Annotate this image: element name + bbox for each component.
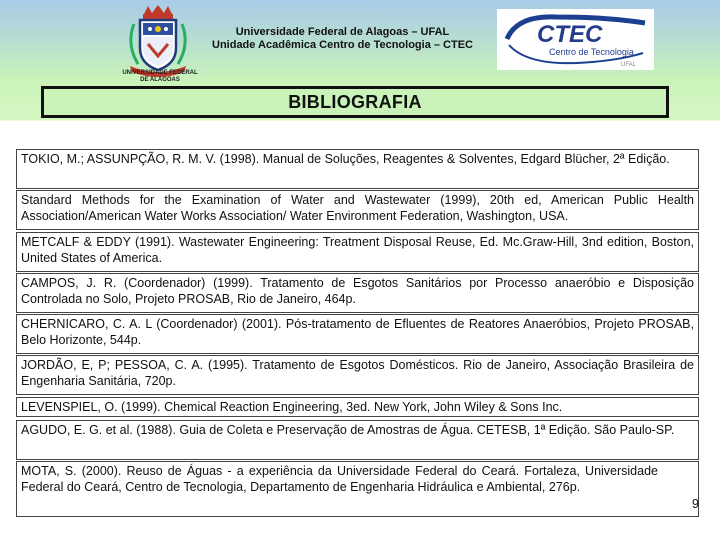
ctec-logo-text: CTEC	[537, 21, 603, 48]
reference-item: AGUDO, E. G. et al. (1988). Guia de Coleta e Preservação de Amostras de Água. CETESB, 1ª Edição. São Paulo-SP.	[16, 420, 699, 460]
ctec-logo-ufal: UFAL	[621, 62, 637, 68]
university-line: Universidade Federal de Alagoas – UFAL	[235, 26, 450, 38]
reference-item: CAMPOS, J. R. (Coordenador) (1999). Tratamento de Esgotos Sanitários por Processo anaeróbio e Disposição Controlada no Solo, Projeto PROSAB, Rio de Janeiro, 464p.	[16, 273, 699, 313]
ctec-logo-icon	[497, 9, 654, 70]
header-band	[0, 0, 720, 120]
page-title: BIBLIOGRAFIA	[288, 91, 422, 112]
ufal-caption-line2: DE ALAGOAS	[140, 77, 180, 83]
reference-item: TOKIO, M.; ASSUNPÇÃO, R. M. V. (1998). Manual de Soluções, Reagentes & Solventes, Edgard Blücher, 2ª Edição.	[16, 149, 699, 189]
reference-item: JORDÃO, E, P; PESSOA, C. A. (1995). Tratamento de Esgotos Domésticos. Rio de Janeiro, Associação Brasileira de Engenharia Sanitária, 720p.	[16, 355, 699, 395]
institution-heading	[190, 26, 495, 52]
page-number: 9	[692, 497, 699, 511]
ctec-logo-subtitle: Centro de Tecnologia	[549, 47, 634, 57]
ufal-caption-line1: UNIVERSIDADE FEDERAL	[122, 70, 198, 76]
reference-item: Standard Methods for the Examination of Water and Wastewater (1999), 20th ed, American Public Health Association/American Water Works Association/ Water Environment Federation, Washington, USA.	[16, 190, 699, 230]
ufal-caption	[110, 70, 210, 84]
reference-item: METCALF & EDDY (1991). Wastewater Engineering: Treatment Disposal Reuse, Ed. Mc.Graw-Hill, 3nd edition, Boston, United States of America.	[16, 232, 699, 272]
title-box	[41, 86, 669, 118]
reference-item: CHERNICARO, C. A. L (Coordenador) (2001). Pós-tratamento de Efluentes de Reatores Anaeróbios, Projeto PROSAB, Belo Horizonte, 544p.	[16, 314, 699, 354]
reference-item: MOTA, S. (2000). Reuso de Águas - a experiência da Universidade Federal do Ceará. Fortaleza, Universidade Federal do Ceará, Centro de Tecnologia, Departamento de Engenharia Hidráulica e Ambiental, 276p.	[16, 461, 699, 517]
unit-line: Unidade Acadêmica Centro de Tecnologia – CTEC	[212, 39, 473, 51]
reference-item: LEVENSPIEL, O. (1999). Chemical Reaction Engineering, 3ed. New York, John Wiley & Sons Inc.	[16, 397, 699, 417]
